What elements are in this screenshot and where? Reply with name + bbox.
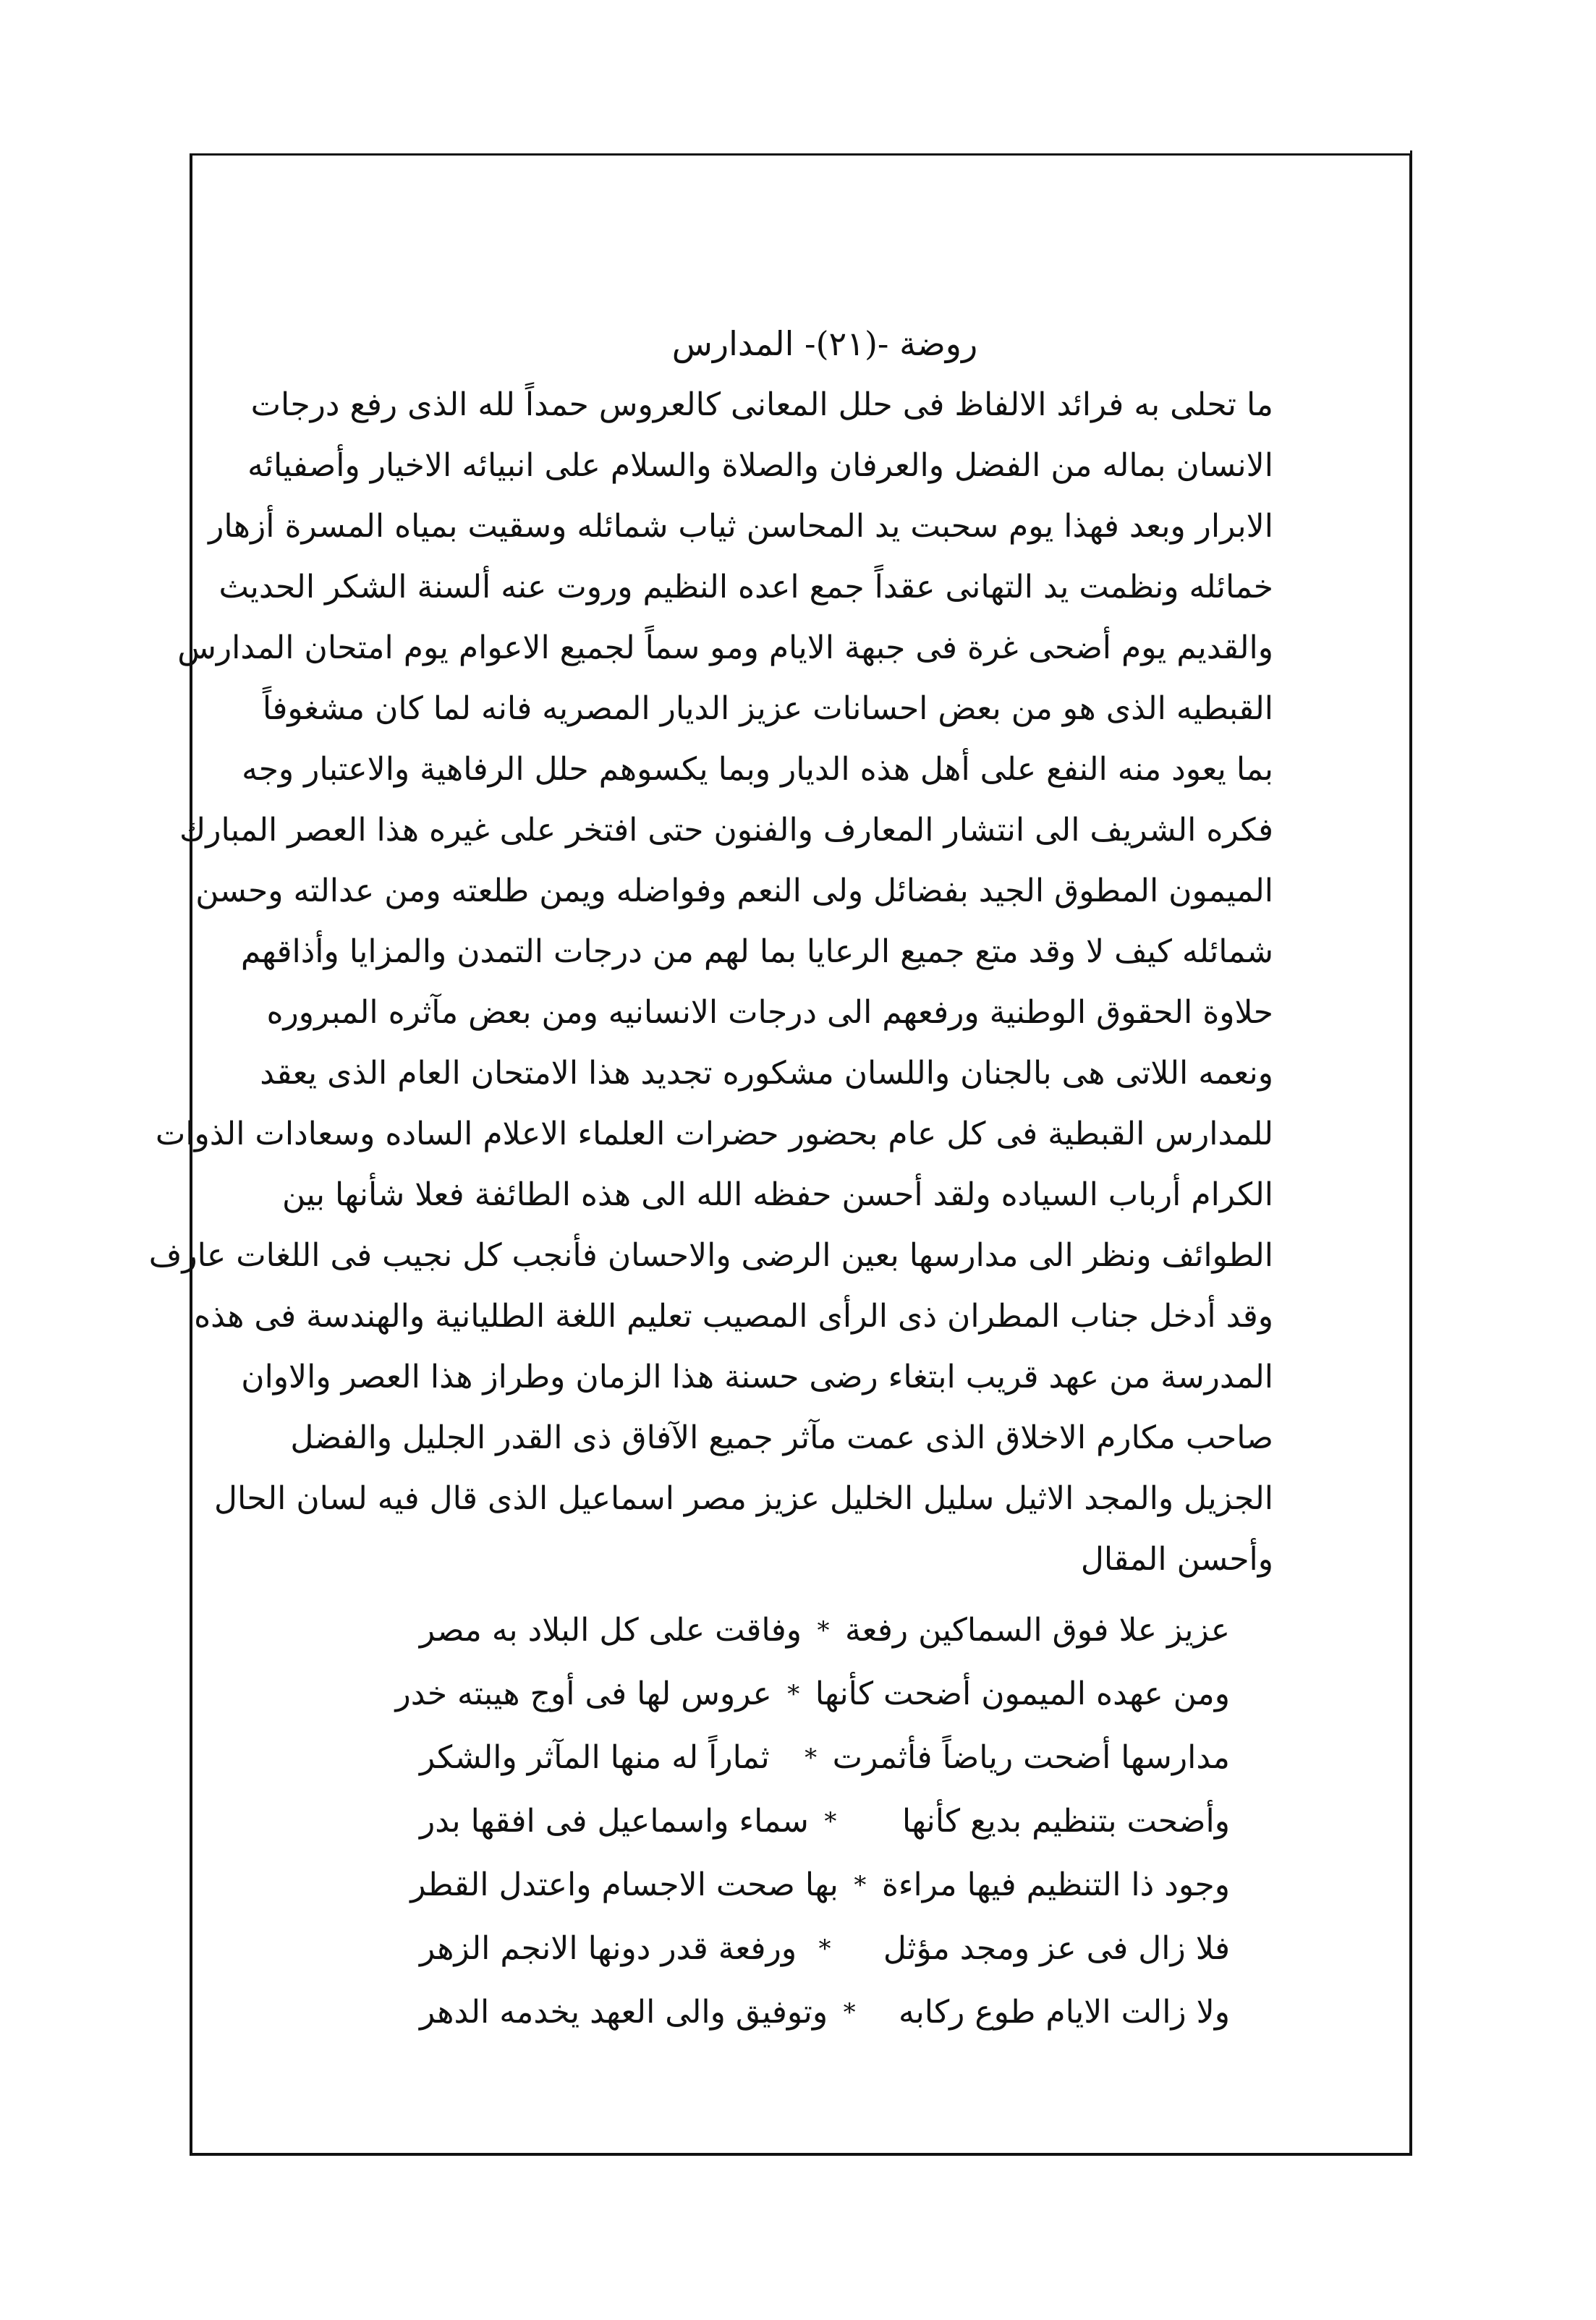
text-line: للمدارس القبطية فى كل عام بحضور حضرات العلماء الاعلام الساده وسعادات الذوات [155,1116,1273,1152]
main-paragraph [148,375,1273,1590]
text-line: وأحسن المقال [1080,1541,1273,1578]
verse-separator: * [787,1680,800,1709]
poem [395,1599,1230,2044]
verse-second-hemistich: ورفعة قدر دونها الانجم الزهر [420,1930,797,1967]
verse-separator: * [854,1871,867,1900]
verse-separator: * [843,1998,856,2027]
verse-second-hemistich: وتوفيق والى العهد يخدمه الدهر [420,1994,828,2031]
verse-second-hemistich: سماء واسماعيل فى افقها بدر [420,1803,809,1840]
text-line: الابرار وبعد فهذا يوم سحبت يد المحاسن ثياب شمائله وسقيت بمياه المسرة أزهار [208,508,1273,545]
verse-line [420,1599,1230,1662]
verse-second-hemistich: وفاقت على كل البلاد به مصر [419,1612,802,1649]
text-line: والقديم يوم أضحى غرة فى جبهة الايام ومو سماً لجميع الاعوام يوم امتحان المدارس [177,629,1273,666]
verse-separator: * [805,1743,818,1772]
verse-second-hemistich: ثماراً له منها المآثر والشكر [420,1739,770,1776]
text-line: ما تحلى به فرائد الالفاظ فى حلل المعانى كالعروس حمداً لله الذى رفع درجات [250,386,1273,423]
text-line: وقد أدخل جناب المطران ذى الرأى المصيب تعليم اللغة الطليانية والهندسة فى هذه [194,1298,1273,1335]
verse-separator: * [818,1934,831,1963]
text-line: صاحب مكارم الاخلاق الذى عمت مآثر جميع الآفاق ذى القدر الجليل والفضل [290,1419,1273,1456]
verse-separator: * [817,1616,830,1645]
verse-second-hemistich: عروس لها فى أوج هيبته خدر [395,1675,772,1712]
page-body [148,318,1273,2044]
running-head: روضة -(٢١)- المدارس [671,324,978,363]
text-line: الميمون المطوق الجيد بفضائل ولى النعم وفواضله ويمن طلعته ومن عدالته وحسن [195,872,1273,909]
text-line: الجزيل والمجد الاثيل سليل الخليل عزيز مصر اسماعيل الذى قال فيه لسان الحال [213,1480,1273,1517]
text-line: فكره الشريف الى انتشار المعارف والفنون حتى افتخر على غيره هذا العصر المبارك [179,812,1273,849]
verse-first-hemistich: وجود ذا التنظيم فيها مراءة [881,1866,1230,1903]
verse-line [420,1790,1230,1853]
frame-corner-mark [1406,150,1412,171]
text-line: الانسان بماله من الفضل والعرفان والصلاة والسلام على انبيائه الاخيار وأصفيائه [247,447,1273,484]
verse-first-hemistich: فلا زال فى عز ومجد مؤثل [883,1930,1230,1967]
verse-line [420,1917,1230,1981]
verse-first-hemistich: ولا زالت الايام طوع ركابه [898,1994,1230,2031]
verse-line [420,1981,1230,2044]
text-line: ونعمه اللاتى هى بالجنان واللسان مشكوره تجديد هذا الامتحان العام الذى يعقد [260,1055,1273,1092]
text-line: القبطيه الذى هو من بعض احسانات عزيز الديار المصريه فانه لما كان مشغوفاً [262,690,1273,727]
verse-first-hemistich: وأضحت بتنظيم بديع كأنها [901,1803,1230,1840]
verse-second-hemistich: بها صحت الاجسام واعتدل القطر [410,1866,839,1903]
verse-line [395,1662,1230,1726]
text-line: حلاوة الحقوق الوطنية ورفعهم الى درجات الانسانيه ومن بعض مآثره المبروره [266,994,1273,1031]
verse-line [410,1853,1230,1917]
text-line: الطوائف ونظر الى مدارسها بعين الرضى والاحسان فأنجب كل نجيب فى اللغات عارف [148,1237,1273,1274]
text-line: خمائله ونظمت يد التهانى عقداً جمع اعده النظيم وروت عنه ألسنة الشكر الحديث [218,569,1273,606]
text-line: المدرسة من عهد قريب ابتغاء رضى حسنة هذا الزمان وطراز هذا العصر والاوان [241,1359,1273,1395]
verse-line [420,1726,1230,1790]
verse-first-hemistich: ومن عهده الميمون أضحت كأنها [815,1675,1230,1712]
text-line: بما يعود منه النفع على أهل هذه الديار وبما يكسوهم حلل الرفاهية والاعتبار وجه [242,751,1273,788]
verse-first-hemistich: مدارسها أضحت رياضاً فأثمرت [832,1739,1230,1776]
verse-separator: * [824,1807,837,1836]
verse-first-hemistich: عزيز علا فوق السماكين رفعة [845,1612,1230,1649]
text-line: شمائله كيف لا وقد متع جميع الرعايا بما لهم من درجات التمدن والمزايا وأذاقهم [240,933,1273,970]
text-line: الكرام أرباب السياده ولقد أحسن حفظه الله الى هذه الطائفة فعلا شأنها بين [282,1176,1273,1213]
